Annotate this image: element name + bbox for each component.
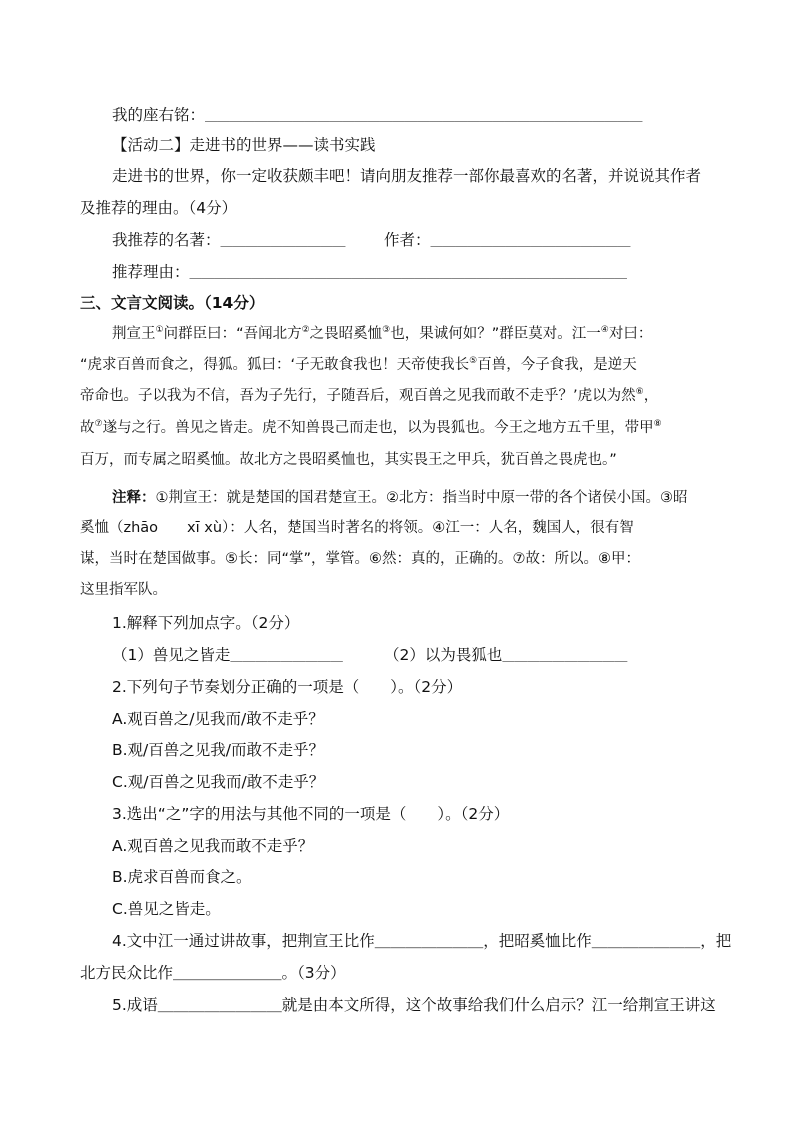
q2-option-b: B.观/百兽之见我/而敢不走乎？ [112, 741, 325, 759]
footnote-marker: ⑧ [653, 419, 662, 430]
motto-line [112, 105, 643, 126]
q3-stem: 3.选出“之”字的用法与其他不同的一项是（ ）。（2分） [112, 805, 510, 823]
activity2-prompt-line2: 及推荐的理由。（4分） [80, 199, 238, 217]
q1-part1 [112, 645, 343, 666]
section3-heading: 三、文言文阅读。（14分） [80, 294, 265, 312]
q1-part1-text: （1）兽见之皆走 [112, 646, 231, 664]
book-line [112, 230, 346, 251]
passage-line3 [80, 386, 658, 406]
q1-part2-blank: ＿＿＿＿＿＿＿＿＿＿ [502, 648, 628, 663]
footnote-marker: ⑦ [94, 419, 103, 430]
q1-stem: 1.解释下列加点字。（2分） [112, 614, 300, 632]
passage-text: 对曰： [608, 326, 653, 342]
passage-text: 帝命也。子以我为不信，吾为子先行，子随吾后，观百兽之见我而敢不走乎？’虎以为然 [80, 388, 636, 404]
notes-line1 [112, 488, 688, 508]
notes-line2: 奚恤（zhāo xī xù）：人名，楚国当时著名的将领。④江一：人名，魏国人，很有智 [80, 520, 634, 536]
q3-option-a: A.观百兽之见我而敢不走乎？ [112, 837, 314, 855]
book-blank: ＿＿＿＿＿＿＿＿＿＿ [220, 233, 346, 248]
footnote-marker: ① [155, 325, 164, 336]
footnote-marker: ⑤ [469, 356, 478, 367]
q5-line1: 5.成语＿＿＿＿＿＿＿＿就是由本文所得，这个故事给我们什么启示？江一给荆宣王讲这 [112, 996, 716, 1014]
passage-text: 荆宣王 [112, 326, 156, 342]
passage-text: 遂与之行。兽见之皆走。虎不知兽畏己而走也，以为畏狐也。今王之地方五千里，带甲 [102, 420, 654, 436]
passage-line4 [80, 418, 662, 438]
motto-label: 我的座右铭： [112, 106, 206, 124]
q3-option-c: C.兽见之皆走。 [112, 900, 221, 918]
passage-line1 [112, 324, 652, 344]
q4-line1: 4.文中江一通过讲故事，把荆宣王比作＿＿＿＿＿＿＿，把昭奚恤比作＿＿＿＿＿＿＿，把 [112, 932, 732, 950]
passage-text: 百兽，今子食我，是逆天 [477, 357, 637, 373]
footnote-marker: ⑥ [635, 387, 644, 398]
book-label: 我推荐的名著： [112, 231, 221, 249]
author-line [384, 230, 631, 251]
activity2-prompt-line1: 走进书的世界，你一定收获颇丰吧！请向朋友推荐一部你最喜欢的名著，并说说其作者 [112, 167, 702, 185]
activity2-title: 【活动二】走进书的世界——读书实践 [112, 136, 376, 154]
q2-stem: 2.下列句子节奏划分正确的一项是（ ）。（2分） [112, 678, 463, 696]
passage-line5: 百万，而专属之昭奚恤。故北方之畏昭奚恤也，其实畏王之甲兵，犹百兽之畏虎也。” [80, 452, 617, 468]
reason-label: 推荐理由： [112, 263, 190, 281]
footnote-marker: ② [301, 325, 310, 336]
passage-line2 [80, 355, 637, 375]
reason-blank: ＿＿＿＿＿＿＿＿＿＿＿＿＿＿＿＿＿＿＿＿＿＿＿＿＿＿＿＿＿＿＿＿＿＿＿ [189, 265, 628, 280]
passage-text: ， [643, 388, 659, 404]
q2-option-c: C.观/百兽之见我而/敢不走乎？ [112, 773, 325, 791]
author-blank: ＿＿＿＿＿＿＿＿＿＿＿＿＿＿＿＿ [430, 233, 631, 248]
passage-text: “虎求百兽而食之，得狐。狐曰：‘子无敢食我也！天帝使我长 [80, 357, 470, 373]
motto-blank: ＿＿＿＿＿＿＿＿＿＿＿＿＿＿＿＿＿＿＿＿＿＿＿＿＿＿＿＿＿＿＿＿＿＿＿ [205, 108, 643, 123]
q1-part2-text: （2）以为畏狐也 [384, 646, 503, 664]
notes-line3: 谋，当时在楚国做事。⑤长：同“掌”，掌管。⑥然：真的，正确的。⑦故：所以。⑧甲： [80, 551, 641, 567]
footnote-marker: ④ [600, 325, 609, 336]
notes-text: ①荆宣王：就是楚国的国君楚宣王。②北方：指当时中原一带的各个诸侯小国。③昭 [155, 490, 688, 506]
passage-text: 之畏昭奚恤 [309, 326, 383, 342]
passage-text: 也，果诚何如？”群臣莫对。江一 [390, 326, 601, 342]
q4-line2: 北方民众比作＿＿＿＿＿＿＿。（3分） [80, 964, 346, 982]
q1-part1-blank: ＿＿＿＿＿＿＿＿＿ [230, 648, 343, 663]
author-label: 作者： [384, 231, 431, 249]
passage-text: 问群臣曰：“吾闻北方 [163, 326, 302, 342]
q1-part2 [384, 645, 627, 666]
q3-option-b: B.虎求百兽而食之。 [112, 868, 252, 886]
footnote-marker: ③ [382, 325, 391, 336]
passage-text: 故 [80, 420, 95, 436]
notes-label: 注释： [112, 490, 156, 506]
reason-line [112, 262, 627, 283]
q2-option-a: A.观百兽之/见我而/敢不走乎？ [112, 710, 324, 728]
notes-line4: 这里指军队。 [80, 582, 167, 598]
